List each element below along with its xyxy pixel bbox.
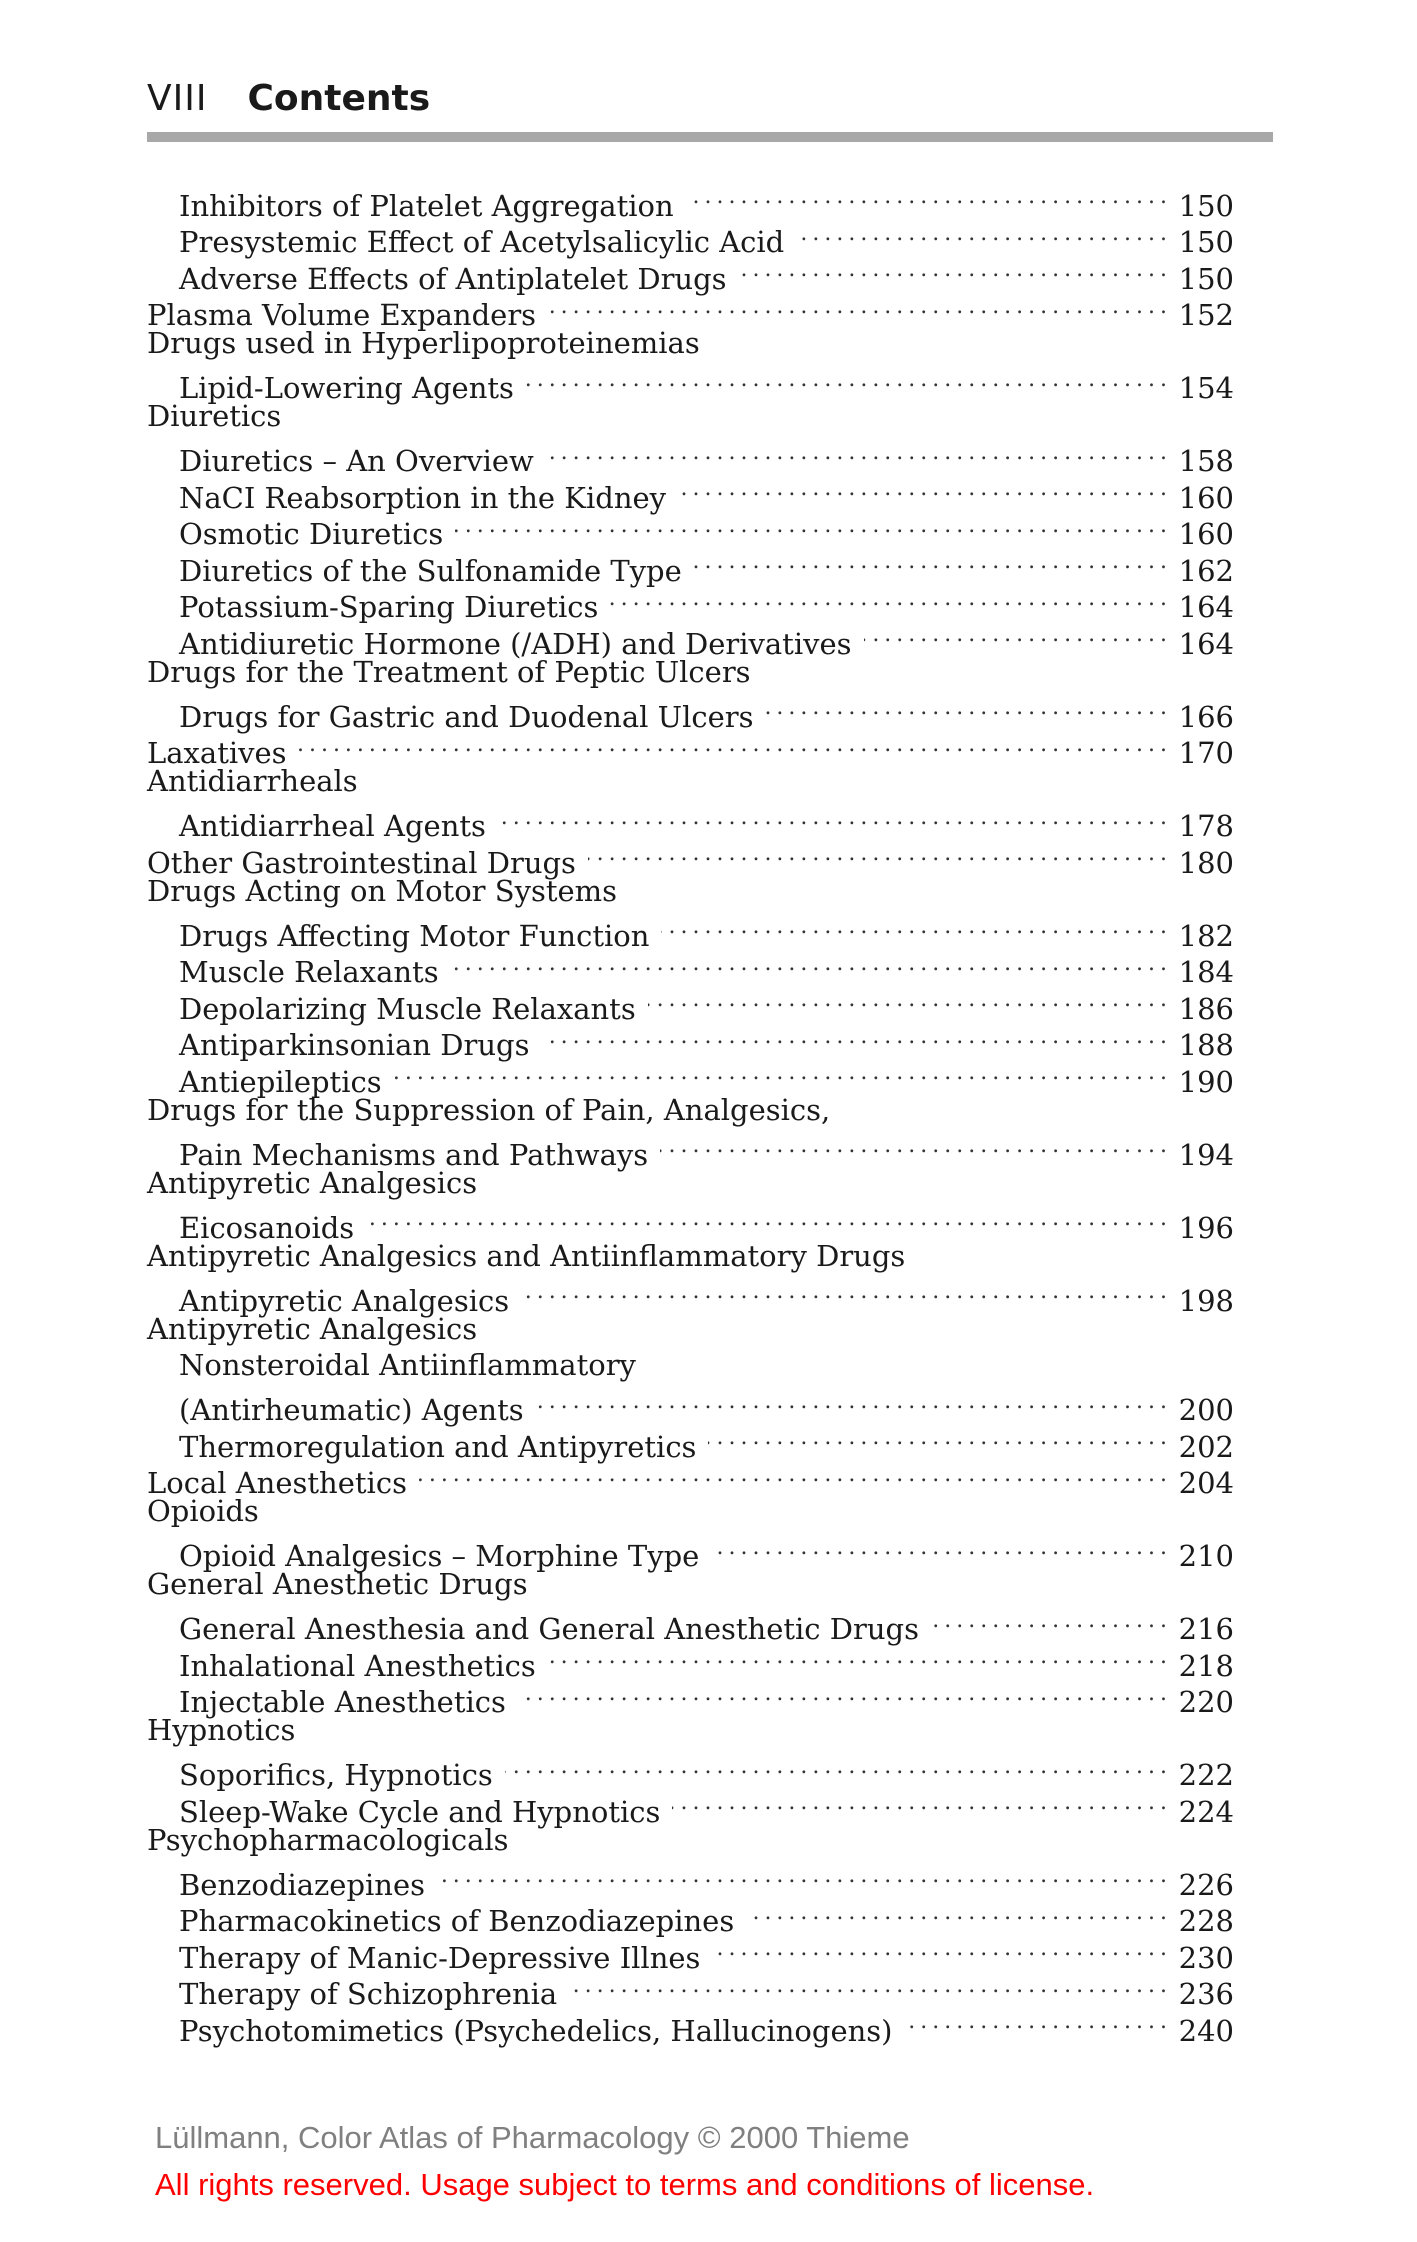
- toc-entry: [147, 179, 1234, 223]
- toc-entry-title: General Anesthesia and General Anesthetic Drugs: [179, 1612, 919, 1646]
- toc-entry-page: 162: [1178, 553, 1234, 588]
- toc-entry-title: Antipyretic Analgesics: [147, 1311, 478, 1346]
- dot-leader: [711, 1530, 1166, 1567]
- toc-entry-title: Depolarizing Muscle Relaxants: [179, 991, 636, 1026]
- dot-leader: [546, 435, 1166, 472]
- toc-entry-title: Psychopharmacologicals: [147, 1822, 509, 1857]
- dot-leader: [796, 216, 1166, 253]
- toc-entry-page: 218: [1178, 1648, 1234, 1683]
- toc-entry-title: Pain Mechanisms and Pathways: [179, 1137, 649, 1172]
- toc-entry: [147, 800, 1234, 843]
- toc-entry-page: 210: [1178, 1539, 1234, 1573]
- toc-entry-title: Antipyretic Analgesics: [147, 1165, 478, 1200]
- toc-entry-title: Osmotic Diuretics: [179, 517, 444, 551]
- toc-entry-page: 224: [1178, 1794, 1234, 1829]
- toc-entry-title: Other Gastrointestinal Drugs: [147, 845, 576, 880]
- toc-entry-title: Sleep-Wake Cycle and Hypnotics: [179, 1794, 661, 1829]
- toc-entry-page: 184: [1178, 955, 1234, 989]
- toc-entry: [147, 1165, 1234, 1202]
- dot-leader: [366, 1201, 1166, 1238]
- toc-entry-page: 154: [1178, 371, 1234, 405]
- toc-entry-title: Antiparkinsonian Drugs: [179, 1028, 530, 1062]
- toc-entry-page: 160: [1178, 517, 1234, 551]
- toc-entry-title: General Anesthetic Drugs: [147, 1567, 528, 1601]
- dot-leader: [864, 617, 1166, 654]
- page-number: VIII: [147, 78, 208, 119]
- toc-entry-page: 202: [1178, 1429, 1234, 1464]
- toc-entry-title: Lipid-Lowering Agents: [179, 371, 514, 405]
- toc-entry-page: 150: [1178, 188, 1234, 223]
- toc-entry-title: Eicosanoids: [179, 1210, 355, 1245]
- toc-entry-title: Plasma Volume Expanders: [147, 298, 537, 332]
- toc-entry-page: 150: [1178, 225, 1234, 259]
- toc-entry-title: Benzodiazepines: [179, 1867, 426, 1902]
- dot-leader: [739, 252, 1166, 289]
- dot-leader: [678, 471, 1166, 508]
- dot-leader: [661, 909, 1166, 946]
- dot-leader: [548, 289, 1166, 326]
- toc-entry: [147, 727, 1234, 770]
- dot-leader: [712, 1931, 1166, 1968]
- toc-entry: [147, 362, 1234, 405]
- toc-entry: [147, 325, 1234, 362]
- toc-entry-title: Hypnotics: [147, 1713, 296, 1747]
- toc-entry-page: 178: [1178, 809, 1234, 843]
- toc-entry-title: Diuretics: [147, 399, 282, 433]
- toc-entry: [147, 873, 1234, 910]
- toc-entry-page: 190: [1178, 1064, 1234, 1099]
- toc-entry-page: 186: [1178, 991, 1234, 1026]
- toc-entry-page: 166: [1178, 699, 1234, 734]
- toc-entry-page: 240: [1178, 2013, 1234, 2048]
- toc-entry-title: (Antirheumatic) Agents: [179, 1393, 524, 1427]
- toc-entry-page: 152: [1178, 298, 1234, 332]
- toc-entry: [147, 1603, 1234, 1646]
- toc-entry-title: Presystemic Effect of Acetylsalicylic Acid: [179, 225, 785, 259]
- toc-entry-page: 180: [1178, 845, 1234, 880]
- toc-entry-page: 160: [1178, 480, 1234, 515]
- section-title: Contents: [247, 78, 431, 119]
- toc-entry-page: 236: [1178, 1977, 1234, 2011]
- toc-entry-title: Nonsteroidal Antiinflammatory: [179, 1348, 636, 1382]
- toc-entry: [147, 1384, 1234, 1427]
- toc-entry-page: 200: [1178, 1393, 1234, 1427]
- header-rule: [147, 132, 1273, 142]
- toc-entry-title: Soporifics, Hypnotics: [179, 1758, 493, 1792]
- toc-entry-title: Adverse Effects of Antiplatelet Drugs: [179, 261, 727, 296]
- toc-entry: [147, 909, 1234, 953]
- toc-entry: [147, 690, 1234, 734]
- toc-entry-title: NaCI Reabsorption in the Kidney: [179, 480, 667, 515]
- dot-leader: [498, 800, 1166, 837]
- dot-leader: [569, 1968, 1166, 2005]
- toc-entry-page: 222: [1178, 1758, 1234, 1792]
- dot-leader: [542, 1019, 1166, 1056]
- toc-entry-page: 158: [1178, 444, 1234, 478]
- toc-entry-title: Antipyretic Analgesics and Antiinflammatory Drugs: [147, 1238, 906, 1273]
- toc-entry-page: 228: [1178, 1904, 1234, 1938]
- toc-entry-title: Pharmacokinetics of Benzodiazepines: [179, 1904, 735, 1938]
- toc-entry-title: Potassium-Sparing Diuretics: [179, 590, 599, 624]
- toc-entry-page: 188: [1178, 1028, 1234, 1062]
- dot-leader: [708, 1420, 1166, 1457]
- toc-entry: [147, 1274, 1234, 1318]
- toc-entry-title: Inhalational Anesthetics: [179, 1648, 536, 1683]
- toc-entry-page: 220: [1178, 1685, 1234, 1719]
- dot-leader: [905, 2004, 1167, 2041]
- toc-entry-title: Opioid Analgesics – Morphine Type: [179, 1539, 700, 1573]
- dot-leader: [766, 690, 1166, 727]
- toc-entry: [147, 1092, 1234, 1129]
- toc-entry-page: 150: [1178, 261, 1234, 296]
- toc-entry-title: Antipyretic Analgesics: [179, 1283, 510, 1318]
- toc-entry-title: Drugs for the Suppression of Pain, Analgesics,: [147, 1092, 831, 1127]
- dot-leader: [746, 1895, 1166, 1932]
- dot-leader: [536, 1384, 1166, 1421]
- toc-entry-title: Opioids: [147, 1494, 259, 1528]
- toc-entry-page: 164: [1178, 626, 1234, 661]
- toc-entry-title: Antidiarrheal Agents: [179, 809, 486, 843]
- toc-entry-title: Drugs for Gastric and Duodenal Ulcers: [179, 699, 754, 734]
- toc-entry-title: Antidiuretic Hormone (/ADH) and Derivatives: [179, 626, 852, 661]
- toc-entry: [147, 654, 1234, 691]
- footer-copyright: Lüllmann, Color Atlas of Pharmacology © 2000 Thieme: [155, 2120, 910, 2155]
- toc-entry: [147, 1238, 1234, 1275]
- toc-entry-title: Antidiarrheals: [147, 764, 358, 798]
- toc-entry: [147, 1530, 1234, 1573]
- toc-entry: [147, 1128, 1234, 1172]
- dot-leader: [394, 1055, 1166, 1092]
- toc-entry-page: 194: [1178, 1137, 1234, 1172]
- dot-leader: [455, 508, 1166, 545]
- dot-leader: [521, 1274, 1166, 1311]
- table-of-contents: [147, 179, 1234, 2048]
- toc-entry: [147, 763, 1234, 800]
- toc-entry-page: 204: [1178, 1466, 1234, 1500]
- toc-entry-title: Antiepileptics: [179, 1064, 382, 1099]
- toc-entry-page: 198: [1178, 1283, 1234, 1318]
- toc-entry-page: 216: [1178, 1612, 1234, 1646]
- toc-entry-title: Drugs Acting on Motor Systems: [147, 873, 618, 908]
- toc-entry-title: Drugs used in Hyperlipoproteinemias: [147, 326, 700, 360]
- toc-entry-page: 226: [1178, 1867, 1234, 1902]
- toc-entry-title: Laxatives: [147, 736, 287, 770]
- toc-entry: [147, 1201, 1234, 1245]
- toc-entry-page: 170: [1178, 736, 1234, 770]
- dot-leader: [672, 1785, 1166, 1822]
- dot-leader: [694, 544, 1166, 581]
- toc-entry-title: Thermoregulation and Antipyretics: [179, 1429, 697, 1464]
- toc-entry-title: Local Anesthetics: [147, 1466, 407, 1500]
- toc-entry-page: 230: [1178, 1940, 1234, 1975]
- toc-entry-title: Diuretics of the Sulfonamide Type: [179, 553, 682, 588]
- toc-entry-title: Psychotomimetics (Psychedelics, Hallucinogens): [179, 2013, 893, 2048]
- toc-entry: [147, 1311, 1234, 1348]
- dot-leader: [451, 946, 1166, 983]
- dot-leader: [437, 1858, 1166, 1895]
- dot-leader: [518, 1676, 1166, 1713]
- toc-entry-title: Therapy of Manic-Depressive Illnes: [179, 1940, 701, 1975]
- dot-leader: [931, 1603, 1166, 1640]
- running-header: [147, 78, 430, 128]
- toc-entry-page: 182: [1178, 918, 1234, 953]
- toc-entry: [147, 435, 1234, 478]
- dot-leader: [588, 836, 1166, 873]
- dot-leader: [660, 1128, 1166, 1165]
- dot-leader: [648, 982, 1166, 1019]
- toc-entry-page: 196: [1178, 1210, 1234, 1245]
- toc-entry-title: Muscle Relaxants: [179, 955, 439, 989]
- toc-entry: [147, 1347, 1234, 1384]
- dot-leader: [548, 1639, 1166, 1676]
- footer-license: All rights reserved. Usage subject to terms and conditions of license.: [155, 2167, 1095, 2202]
- toc-entry-title: Diuretics – An Overview: [179, 444, 534, 478]
- dot-leader: [686, 179, 1166, 216]
- toc-entry-title: Drugs Affecting Motor Function: [179, 918, 650, 953]
- dot-leader: [526, 362, 1166, 399]
- dot-leader: [299, 727, 1166, 764]
- toc-entry-title: Therapy of Schizophrenia: [179, 1977, 558, 2011]
- toc-entry: [147, 1749, 1234, 1792]
- dot-leader: [419, 1457, 1166, 1494]
- toc-entry-title: Drugs for the Treatment of Peptic Ulcers: [147, 654, 751, 689]
- toc-entry-page: 164: [1178, 590, 1234, 624]
- toc-entry-title: Injectable Anesthetics: [179, 1685, 506, 1719]
- dot-leader: [505, 1749, 1166, 1786]
- toc-entry-title: Inhibitors of Platelet Aggregation: [179, 188, 674, 223]
- dot-leader: [610, 581, 1166, 618]
- toc-entry: [147, 1822, 1234, 1859]
- toc-entry: [147, 1858, 1234, 1902]
